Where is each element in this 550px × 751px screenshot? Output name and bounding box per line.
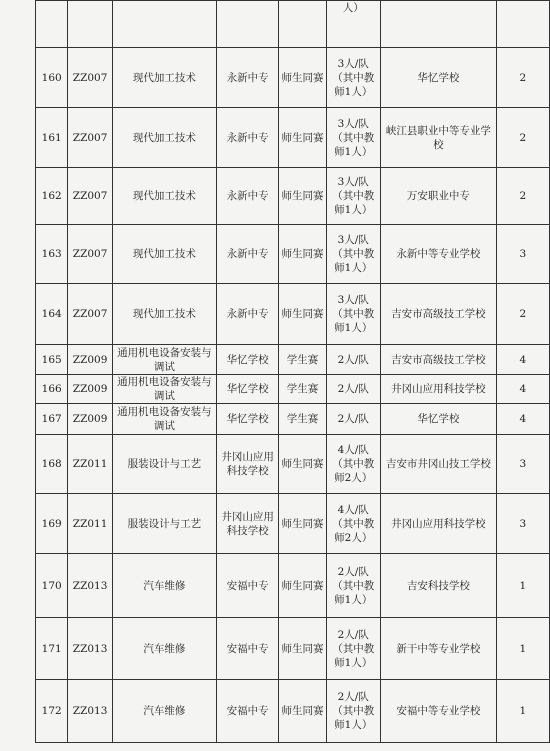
cell-project: 通用机电设备安装与调试 bbox=[112, 404, 216, 435]
cell-project: 现代加工技术 bbox=[112, 225, 216, 284]
cell-type: 师生同赛 bbox=[279, 554, 326, 618]
cell-count: 4 bbox=[496, 404, 549, 435]
cell-project: 服装设计与工艺 bbox=[112, 435, 216, 494]
cell-code: ZZ013 bbox=[68, 680, 113, 743]
cell-host: 华忆学校 bbox=[216, 375, 279, 404]
cell-school: 华忆学校 bbox=[380, 48, 496, 108]
cell-host: 永新中专 bbox=[216, 284, 279, 345]
cell-code: ZZ009 bbox=[68, 375, 113, 404]
cell-project bbox=[112, 1, 216, 48]
cell-no: 164 bbox=[36, 284, 68, 345]
cell-project: 汽车维修 bbox=[112, 618, 216, 680]
cell-count: 2 bbox=[496, 168, 549, 225]
cell-code: ZZ013 bbox=[68, 618, 113, 680]
cell-host: 华忆学校 bbox=[216, 404, 279, 435]
cell-size: 3人/队（其中教师1人） bbox=[326, 168, 380, 225]
cell-count: 4 bbox=[496, 375, 549, 404]
cell-project: 现代加工技术 bbox=[112, 108, 216, 168]
cell-school: 井冈山应用科技学校 bbox=[380, 494, 496, 554]
table-row bbox=[36, 225, 550, 284]
table-row bbox=[36, 554, 550, 618]
table-row bbox=[36, 48, 550, 108]
cell-count: 2 bbox=[496, 108, 549, 168]
cell-size: 2人/队 bbox=[326, 404, 380, 435]
cell-host: 井冈山应用科技学校 bbox=[216, 494, 279, 554]
cell-type: 师生同赛 bbox=[279, 618, 326, 680]
cell-size: 3人/队（其中教师1人） bbox=[326, 225, 380, 284]
cell-school: 万安职业中专 bbox=[380, 168, 496, 225]
cell-type bbox=[279, 1, 326, 48]
cell-host: 永新中专 bbox=[216, 225, 279, 284]
table-row bbox=[36, 345, 550, 375]
cell-type: 学生赛 bbox=[279, 404, 326, 435]
cell-school: 吉安科技学校 bbox=[380, 554, 496, 618]
cell-code: ZZ009 bbox=[68, 345, 113, 375]
cell-size: 2人/队（其中教师1人） bbox=[326, 618, 380, 680]
cell-code: ZZ007 bbox=[68, 168, 113, 225]
cell-no: 172 bbox=[36, 680, 68, 743]
cell-host: 华忆学校 bbox=[216, 345, 279, 375]
cell-no: 160 bbox=[36, 48, 68, 108]
table-row bbox=[36, 108, 550, 168]
cell-host: 安福中专 bbox=[216, 680, 279, 743]
cell-type: 师生同赛 bbox=[279, 48, 326, 108]
cell-project: 汽车维修 bbox=[112, 554, 216, 618]
cell-type: 师生同赛 bbox=[279, 435, 326, 494]
cell-size: 3人/队（其中教师1人） bbox=[326, 48, 380, 108]
cell-host: 安福中专 bbox=[216, 618, 279, 680]
cell-code: ZZ011 bbox=[68, 494, 113, 554]
cell-school: 吉安市高级技工学校 bbox=[380, 345, 496, 375]
cell-count bbox=[496, 1, 549, 48]
cell-no: 162 bbox=[36, 168, 68, 225]
cell-size: 2人/队（其中教师1人） bbox=[326, 554, 380, 618]
cell-type: 师生同赛 bbox=[279, 225, 326, 284]
table-row bbox=[36, 404, 550, 435]
cell-school: 吉安市井冈山技工学校 bbox=[380, 435, 496, 494]
size-fragment: 人） bbox=[342, 2, 364, 14]
cell-no: 161 bbox=[36, 108, 68, 168]
cell-code: ZZ007 bbox=[68, 284, 113, 345]
cell-no: 169 bbox=[36, 494, 68, 554]
cell-size: 3人/队（其中教师1人） bbox=[326, 284, 380, 345]
cell-host: 安福中专 bbox=[216, 554, 279, 618]
cell-count: 1 bbox=[496, 680, 549, 743]
table-row bbox=[36, 168, 550, 225]
cell-count: 4 bbox=[496, 345, 549, 375]
cell-project: 汽车维修 bbox=[112, 680, 216, 743]
table-row bbox=[36, 435, 550, 494]
cell-project: 现代加工技术 bbox=[112, 48, 216, 108]
table-row bbox=[36, 618, 550, 680]
cell-code bbox=[68, 1, 113, 48]
cell-school: 华忆学校 bbox=[380, 404, 496, 435]
cell-school: 峡江县职业中等专业学校 bbox=[380, 108, 496, 168]
cell-project: 通用机电设备安装与调试 bbox=[112, 345, 216, 375]
table-row bbox=[36, 494, 550, 554]
cell-count: 2 bbox=[496, 284, 549, 345]
cell-count: 3 bbox=[496, 435, 549, 494]
cell-school: 永新中等专业学校 bbox=[380, 225, 496, 284]
cell-count: 1 bbox=[496, 618, 549, 680]
cell-host bbox=[216, 1, 279, 48]
cell-code: ZZ007 bbox=[68, 48, 113, 108]
cell-size: 4人/队（其中教师2人） bbox=[326, 494, 380, 554]
cell-code: ZZ013 bbox=[68, 554, 113, 618]
cell-project: 现代加工技术 bbox=[112, 168, 216, 225]
cell-count: 3 bbox=[496, 225, 549, 284]
table-body bbox=[36, 1, 550, 743]
cell-no: 170 bbox=[36, 554, 68, 618]
cell-type: 学生赛 bbox=[279, 375, 326, 404]
cell-type: 师生同赛 bbox=[279, 284, 326, 345]
cell-school: 新干中等专业学校 bbox=[380, 618, 496, 680]
cell-count: 2 bbox=[496, 48, 549, 108]
cell-project: 服装设计与工艺 bbox=[112, 494, 216, 554]
cell-code: ZZ007 bbox=[68, 225, 113, 284]
registration-table bbox=[35, 0, 550, 743]
cell-type: 师生同赛 bbox=[279, 680, 326, 743]
cell-type: 师生同赛 bbox=[279, 494, 326, 554]
cell-school bbox=[380, 1, 496, 48]
cell-school: 吉安市高级技工学校 bbox=[380, 284, 496, 345]
cell-host: 井冈山应用科技学校 bbox=[216, 435, 279, 494]
cell-type: 学生赛 bbox=[279, 345, 326, 375]
cell-code: ZZ007 bbox=[68, 108, 113, 168]
cell-size: 3人/队（其中教师1人） bbox=[326, 108, 380, 168]
cell-type: 师生同赛 bbox=[279, 168, 326, 225]
cell-no: 171 bbox=[36, 618, 68, 680]
cell-no: 165 bbox=[36, 345, 68, 375]
cell-size bbox=[326, 1, 380, 48]
cell-code: ZZ009 bbox=[68, 404, 113, 435]
cell-project: 现代加工技术 bbox=[112, 284, 216, 345]
cell-no: 167 bbox=[36, 404, 68, 435]
cell-size: 2人/队 bbox=[326, 345, 380, 375]
table-row bbox=[36, 375, 550, 404]
cell-project: 通用机电设备安装与调试 bbox=[112, 375, 216, 404]
cell-size: 2人/队 bbox=[326, 375, 380, 404]
table-row bbox=[36, 284, 550, 345]
cell-type: 师生同赛 bbox=[279, 108, 326, 168]
cell-host: 永新中专 bbox=[216, 168, 279, 225]
cell-school: 井冈山应用科技学校 bbox=[380, 375, 496, 404]
cell-no bbox=[36, 1, 68, 48]
cell-no: 163 bbox=[36, 225, 68, 284]
cell-code: ZZ011 bbox=[68, 435, 113, 494]
cell-school: 安福中等专业学校 bbox=[380, 680, 496, 743]
cell-host: 永新中专 bbox=[216, 48, 279, 108]
cell-size: 2人/队（其中教师1人） bbox=[326, 680, 380, 743]
cell-no: 168 bbox=[36, 435, 68, 494]
cell-count: 1 bbox=[496, 554, 549, 618]
cell-host: 永新中专 bbox=[216, 108, 279, 168]
cell-count: 3 bbox=[496, 494, 549, 554]
table-row bbox=[36, 680, 550, 743]
cell-size: 4人/队（其中教师2人） bbox=[326, 435, 380, 494]
table-row-continued bbox=[36, 1, 550, 48]
cell-no: 166 bbox=[36, 375, 68, 404]
